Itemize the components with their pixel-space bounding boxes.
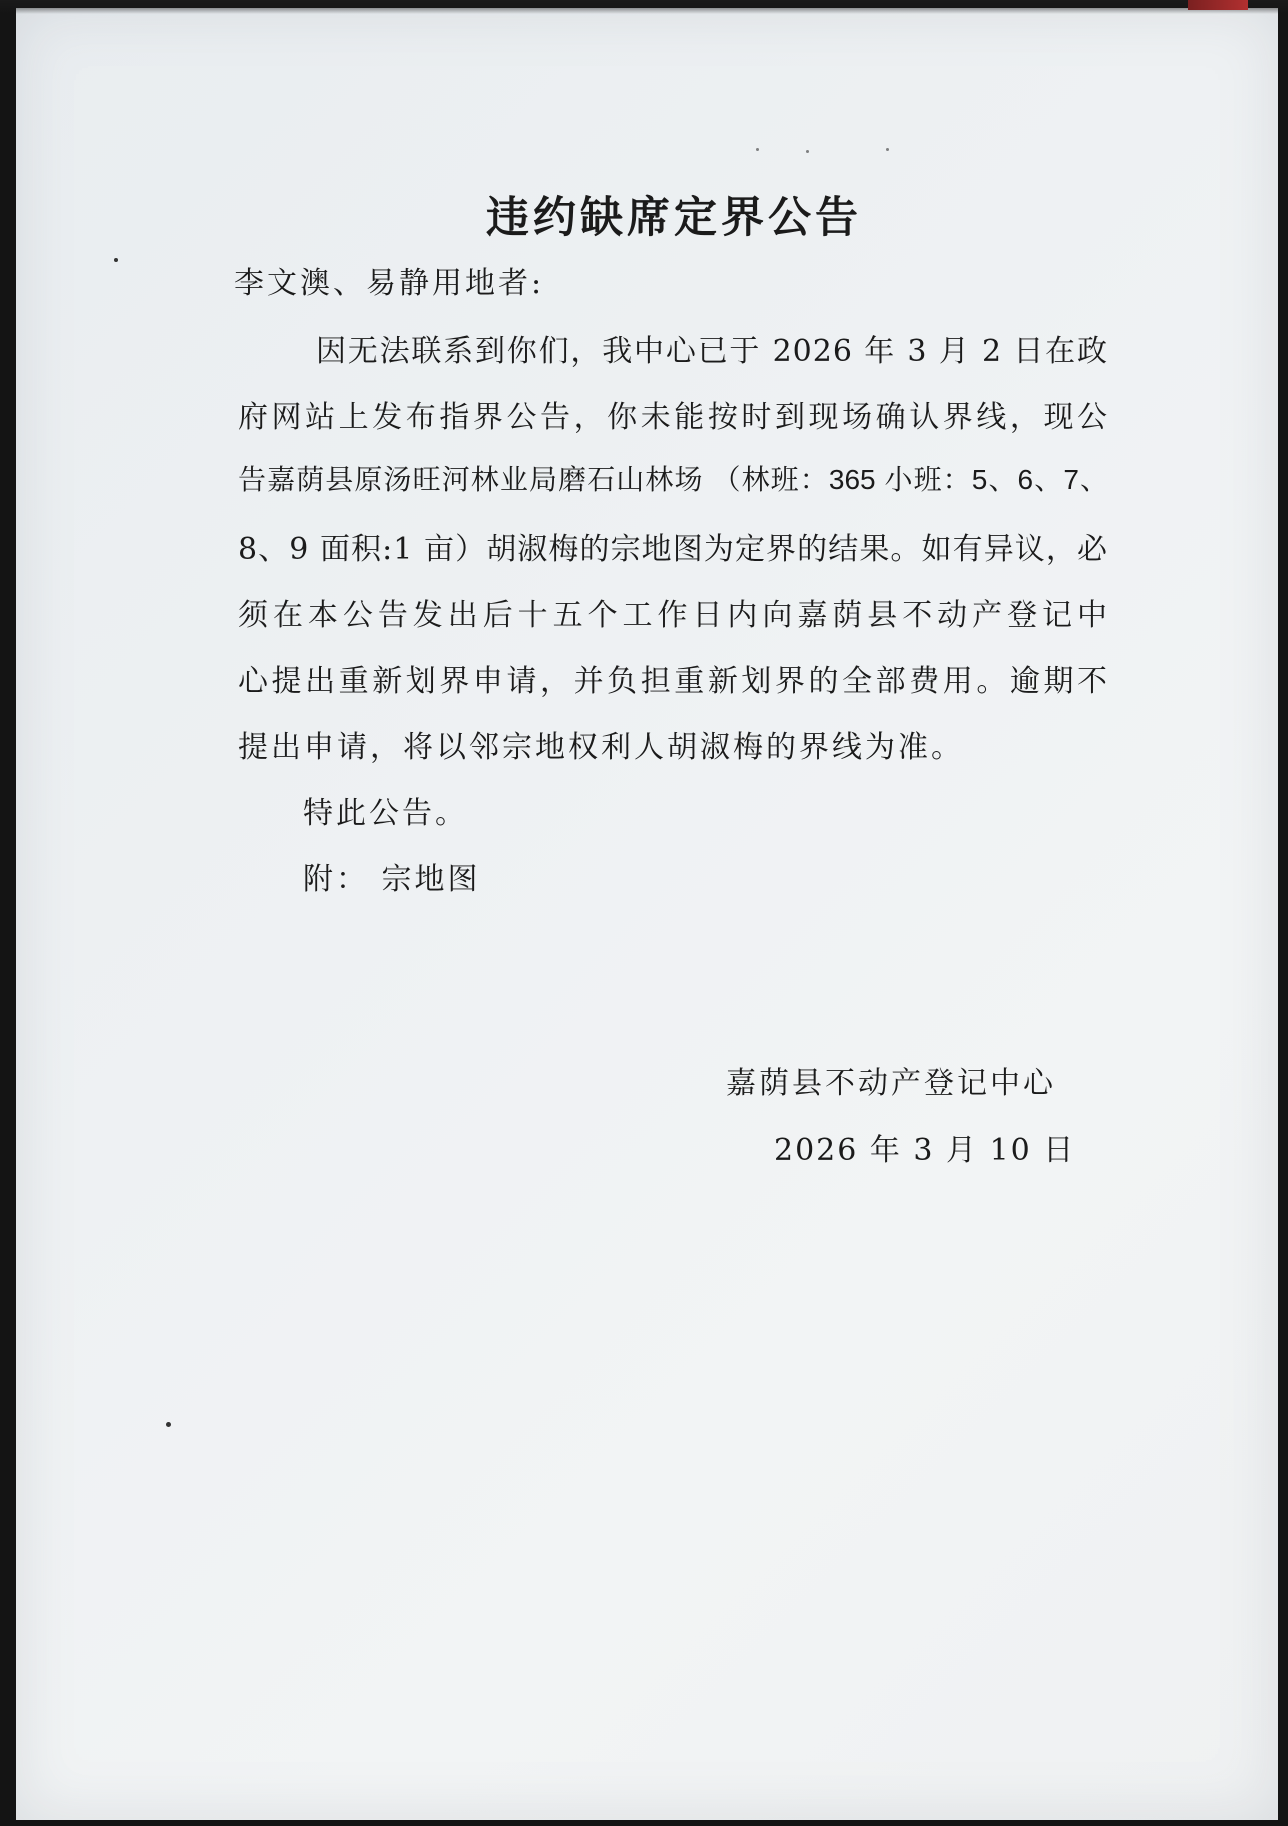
attachment-line: 附： 宗地图: [303, 862, 481, 897]
closing-line: 特此公告。: [303, 796, 468, 831]
body-line: 提出申请，将以邻宗地权利人胡淑梅的界线为准。: [238, 730, 964, 765]
body-line: 须在本公告发出后十五个工作日内向嘉荫县不动产登记中: [238, 598, 1108, 633]
body-line: 8、9 面积:1 亩）胡淑梅的宗地图为定界的结果。如有异议，必: [238, 532, 1108, 567]
body-line: 心提出重新划界申请，并负担重新划界的全部费用。逾期不: [238, 664, 1108, 699]
body-line: 告嘉荫县原汤旺河林业局磨石山林场 （林班：365 小班：5、6、7、: [238, 464, 1108, 495]
red-corner-edge: [1188, 0, 1248, 10]
paper-speck: [806, 150, 809, 153]
paper-speck: [166, 1422, 171, 1427]
body-line: 府网站上发布指界公告，你未能按时到现场确认界线，现公: [238, 400, 1108, 435]
paper-speck: [886, 148, 889, 151]
signer-name: 嘉荫县不动产登记中心: [726, 1066, 1056, 1101]
notice-title: 违约缺席定界公告: [486, 193, 862, 243]
addressee-line: 李文澳、易静用地者:: [234, 266, 545, 301]
paper-speck: [114, 258, 118, 262]
notice-date: 2026 年 3 月 10 日: [774, 1133, 1076, 1168]
top-shadow: [0, 0, 1288, 14]
paper-sheet: [16, 8, 1278, 1820]
paper-speck: [756, 148, 759, 151]
body-line: 因无法联系到你们，我中心已于 2026 年 3 月 2 日在政: [316, 334, 1108, 369]
